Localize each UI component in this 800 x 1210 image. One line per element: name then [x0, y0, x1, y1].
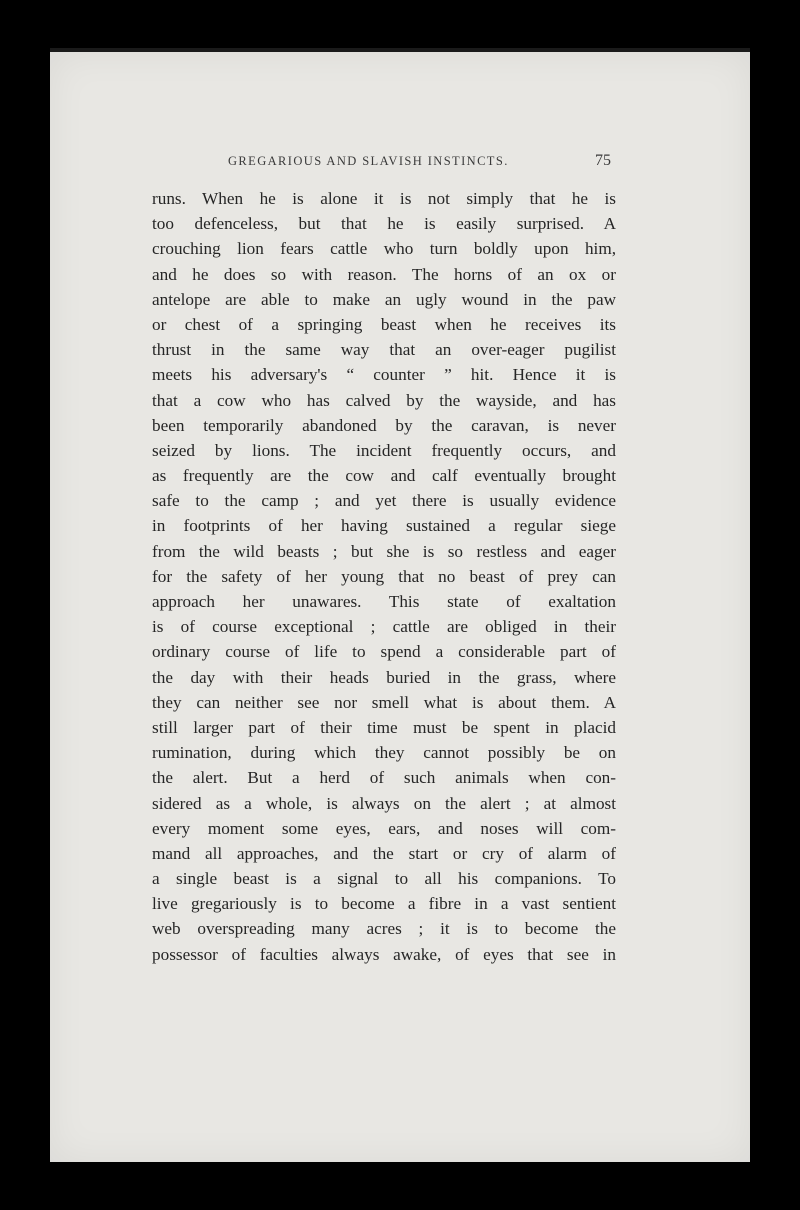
text-line: is of course exceptional ; cattle are obliged in their	[152, 617, 616, 637]
text-line: a single beast is a signal to all his companions. To	[152, 869, 616, 889]
text-line: ordinary course of life to spend a considerable part of	[152, 642, 616, 662]
text-line: the alert. But a herd of such animals when con-	[152, 768, 616, 788]
text-line: approach her unawares. This state of exaltation	[152, 592, 616, 611]
text-line: thrust in the same way that an over-eager pugilist	[152, 340, 616, 360]
text-line: as frequently are the cow and calf eventually brought	[152, 466, 616, 486]
text-line: safe to the camp ; and yet there is usually evidence	[152, 491, 616, 511]
text-line: for the safety of her young that no beast of prey can	[152, 566, 616, 586]
text-line: been temporarily abandoned by the caravan, is never	[152, 415, 616, 435]
text-line: crouching lion fears cattle who turn boldly upon him,	[152, 239, 616, 259]
text-line: antelope are able to make an ugly wound in the paw	[152, 289, 616, 309]
text-line: from the wild beasts ; but she is so restless and eager	[152, 541, 616, 561]
body-text	[152, 186, 616, 967]
text-line: in footprints of her having sustained a regular siege	[152, 516, 616, 536]
running-head: GREGARIOUS AND SLAVISH INSTINCTS.	[228, 154, 509, 168]
text-line: rumination, during which they cannot possibly be on	[152, 743, 616, 763]
text-line: mand all approaches, and the start or cry of alarm of	[152, 843, 616, 863]
text-line: or chest of a springing beast when he receives its	[152, 314, 616, 334]
page-number: 75	[595, 152, 611, 169]
text-line: meets his adversary's “ counter ” hit. Hence it is	[152, 365, 616, 385]
text-line: every moment some eyes, ears, and noses will com-	[152, 818, 616, 838]
page-header	[50, 152, 750, 176]
text-line: sidered as a whole, is always on the alert ; at almost	[152, 793, 616, 813]
text-line: live gregariously is to become a fibre in a vast sentient	[152, 894, 616, 914]
text-line: and he does so with reason. The horns of an ox or	[152, 264, 616, 284]
text-line: too defenceless, but that he is easily surprised. A	[152, 214, 616, 234]
text-line: possessor of faculties always awake, of eyes that see in	[152, 944, 616, 964]
text-line: runs. When he is alone it is not simply that he is	[152, 189, 616, 208]
text-line: seized by lions. The incident frequently occurs, and	[152, 440, 616, 460]
text-line: web overspreading many acres ; it is to become the	[152, 919, 616, 939]
text-line: they can neither see nor smell what is about them. A	[152, 692, 616, 712]
text-line: that a cow who has calved by the wayside, and has	[152, 390, 616, 410]
text-line: the day with their heads buried in the grass, where	[152, 667, 616, 687]
book-page	[50, 52, 750, 1162]
text-line: still larger part of their time must be spent in placid	[152, 717, 616, 737]
